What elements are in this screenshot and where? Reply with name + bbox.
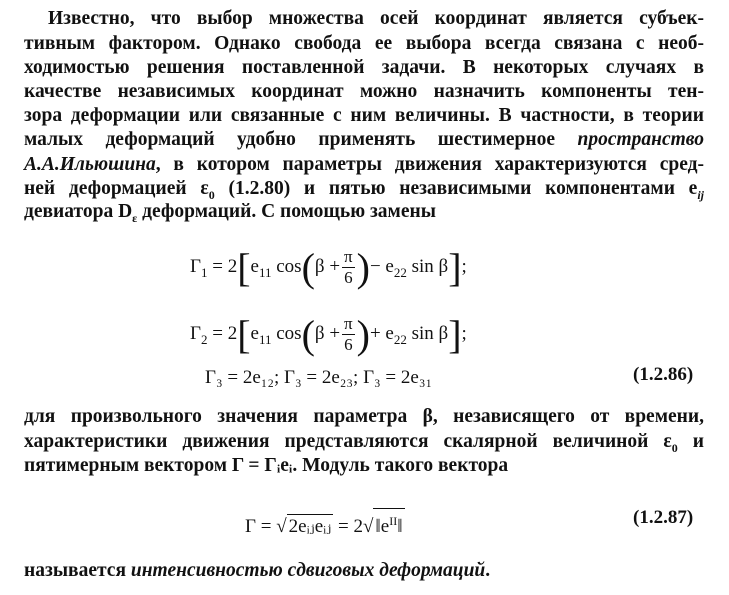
para1-line9: девиатора $D_\varepsilon$ деформаций. С помощью замены xyxy=(24,201,436,225)
equation-modulus: Γ = √ 2eᵢⱼeᵢⱼ = 2√ $‖e^{II}‖$ xyxy=(245,508,405,539)
para1-line4: качестве независимых координат можно назначить компоненты тен- xyxy=(24,81,704,102)
para1-line1: Известно, что выбор множества осей координат является субъек- xyxy=(48,8,704,29)
para1-line5: зора деформации или связанные с ним величины. В частности, в теории xyxy=(24,105,704,126)
equation-gamma2: $\Gamma_2 = 2[e_{11}$ cos(β + $\frac{\pi}{6}$ )+ $e_{22}$ sin β]; xyxy=(190,311,467,357)
para2-line3: пятимерным вектором Γ = Γᵢeᵢ. Модуль такого вектора xyxy=(24,455,509,476)
para2-line2: характеристики движения представляются скалярной величиной $\varepsilon_0$ и xyxy=(24,431,704,455)
equation-gamma1: $\Gamma_1 = 2[e_{11}$ cos(β + $\frac{\pi}{6}$ )− $e_{22}$ sin β]; xyxy=(190,244,467,290)
para1-line2: тивным фактором. Однако свобода ее выбора всегда связана с необ- xyxy=(24,33,704,54)
para1-line3: ходимостью решения поставленной задачи. В некоторых случаях в xyxy=(24,57,704,78)
para1-line8: ней деформацией $\varepsilon_0$ (1.2.80) и пятью независимыми компонентами $e_{ij}$ xyxy=(24,178,704,202)
equation-number-1-2-86: (1.2.86) xyxy=(633,364,694,385)
para2-line1: для произвольного значения параметра β, независящего от времени, xyxy=(24,406,704,427)
final-line: называется интенсивностью сдвиговых деформаций. xyxy=(24,560,491,581)
equation-gamma3: Γ₃ = 2e₁₂; Γ₃ = 2e₂₃; Γ₃ = 2e₃₁ xyxy=(205,367,433,388)
equation-number-1-2-87: (1.2.87) xyxy=(633,507,694,528)
para1-line7: А.А.Ильюшина, в котором параметры движения характеризуются сред- xyxy=(24,154,704,175)
para1-line6: малых деформаций удобно применять шестимерное пространство xyxy=(24,129,704,150)
